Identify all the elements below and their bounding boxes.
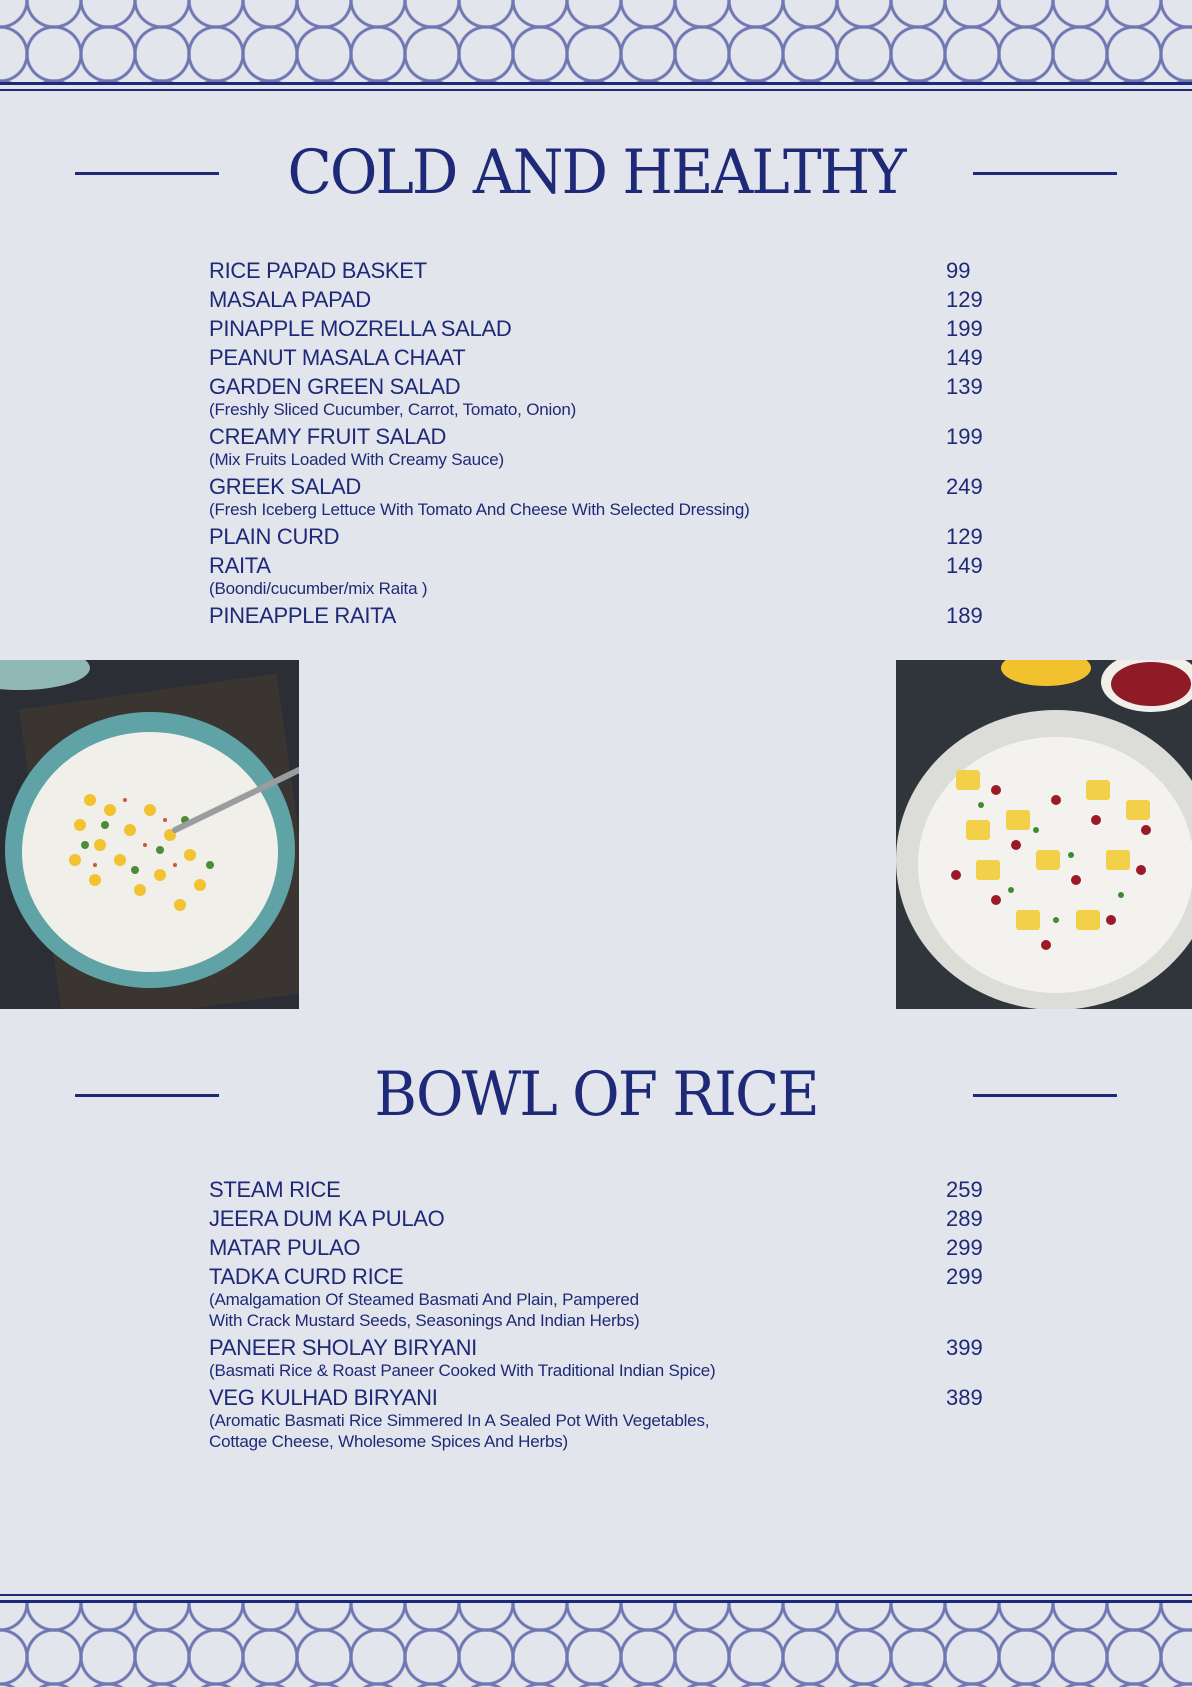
item-description: (Freshly Sliced Cucumber, Carrot, Tomato, Onion) <box>209 400 577 419</box>
header-rule-left <box>75 1094 219 1097</box>
header-rule-right <box>973 1094 1117 1097</box>
menu-item <box>209 553 1009 599</box>
item-description: (Aromatic Basmati Rice Simmered In A Sealed Pot With Vegetables, Cottage Cheese, Wholesome Spices And Herbs) <box>209 1411 710 1451</box>
pineapple-raita-bowl-photo <box>896 660 1192 1009</box>
item-description: (Mix Fruits Loaded With Creamy Sauce) <box>209 450 504 469</box>
corn-raita-bowl-photo <box>0 660 299 1009</box>
item-name: MASALA PAPAD <box>209 287 371 312</box>
item-price: 399 <box>946 1335 983 1360</box>
item-name: JEERA DUM KA PULAO <box>209 1206 445 1231</box>
item-price: 299 <box>946 1264 983 1289</box>
menu-item <box>209 1335 1009 1381</box>
menu-list-bowl-of-rice <box>209 1177 1009 1456</box>
menu-item <box>209 287 1009 312</box>
bottom-pattern-band <box>0 1600 1192 1687</box>
item-name: VEG KULHAD BIRYANI <box>209 1385 438 1410</box>
item-name: MATAR PULAO <box>209 1235 361 1260</box>
menu-item <box>209 1206 1009 1231</box>
item-name: GREEK SALAD <box>209 474 361 499</box>
section-title: COLD AND HEALTHY <box>287 136 905 208</box>
menu-item <box>209 258 1009 283</box>
item-name: CREAMY FRUIT SALAD <box>209 424 447 449</box>
item-price: 299 <box>946 1235 983 1260</box>
menu-item <box>209 474 1009 520</box>
menu-item <box>209 603 1009 628</box>
item-name: PINEAPPLE RAITA <box>209 603 397 628</box>
menu-item <box>209 374 1009 420</box>
item-price: 289 <box>946 1206 983 1231</box>
item-description: (Amalgamation Of Steamed Basmati And Plain, Pampered With Crack Mustard Seeds, Seasonings And Indian Herbs) <box>209 1290 640 1330</box>
menu-item <box>209 524 1009 549</box>
item-description: (Basmati Rice & Roast Paneer Cooked With Traditional Indian Spice) <box>209 1361 716 1380</box>
menu-item <box>209 316 1009 341</box>
item-price: 259 <box>946 1177 983 1202</box>
section-header-bowl-of-rice <box>0 1058 1192 1130</box>
item-price: 199 <box>946 316 983 341</box>
item-price: 129 <box>946 287 983 312</box>
header-rule-left <box>75 172 219 175</box>
item-name: RAITA <box>209 553 271 578</box>
section-title: BOWL OF RICE <box>374 1058 818 1130</box>
item-description: (Boondi/cucumber/mix Raita ) <box>209 579 428 598</box>
item-name: GARDEN GREEN SALAD <box>209 374 461 399</box>
top-pattern-band <box>0 0 1192 85</box>
item-price: 149 <box>946 345 983 370</box>
item-price: 149 <box>946 553 983 578</box>
section-header-cold-and-healthy <box>0 136 1192 208</box>
item-name: PEANUT MASALA CHAAT <box>209 345 466 370</box>
item-name: TADKA CURD RICE <box>209 1264 404 1289</box>
item-price: 249 <box>946 474 983 499</box>
header-rule-right <box>973 172 1117 175</box>
item-price: 139 <box>946 374 983 399</box>
menu-item <box>209 424 1009 470</box>
item-price: 189 <box>946 603 983 628</box>
item-price: 129 <box>946 524 983 549</box>
menu-item <box>209 1264 1009 1331</box>
menu-item <box>209 345 1009 370</box>
item-price: 389 <box>946 1385 983 1410</box>
item-name: RICE PAPAD BASKET <box>209 258 427 283</box>
item-name: PLAIN CURD <box>209 524 340 549</box>
menu-item <box>209 1385 1009 1452</box>
item-name: STEAM RICE <box>209 1177 341 1202</box>
item-name: PANEER SHOLAY BIRYANI <box>209 1335 477 1360</box>
menu-item <box>209 1177 1009 1202</box>
menu-list-cold-and-healthy <box>209 258 1009 632</box>
item-price: 199 <box>946 424 983 449</box>
item-price: 99 <box>946 258 971 283</box>
item-name: PINAPPLE MOZRELLA SALAD <box>209 316 512 341</box>
menu-item <box>209 1235 1009 1260</box>
item-description: (Fresh Iceberg Lettuce With Tomato And Cheese With Selected Dressing) <box>209 500 750 519</box>
